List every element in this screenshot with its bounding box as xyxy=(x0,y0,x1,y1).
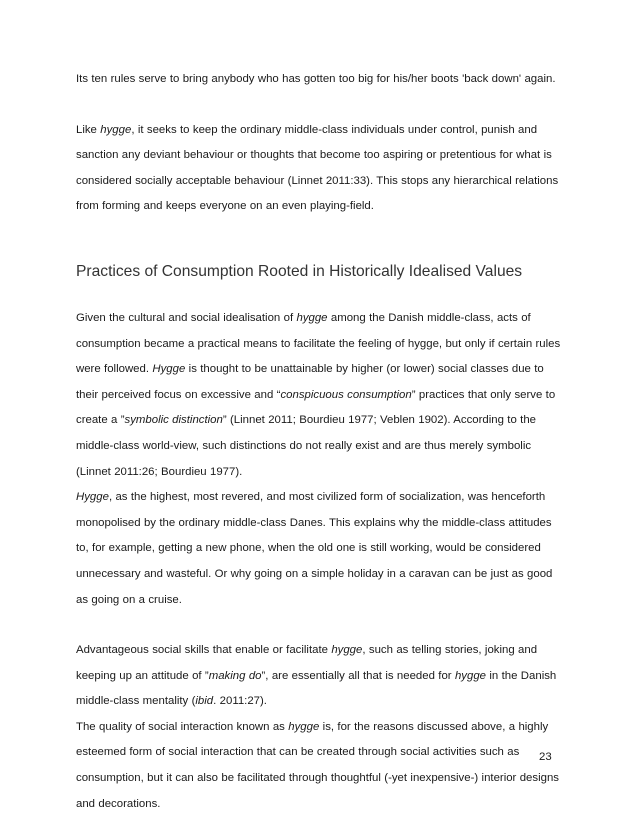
paragraph-monopolised: Hygge, as the highest, most revered, and most civilized form of socialization, was henceforth monopolised by the ordinary middle-class Danes. This explains why the middle-class attitudes to, for example, getting a new phone, when the old one is still working, would be considered unnecessary and wasteful. Or why going on a simple holiday in a caravan can be just as good as going on a cruise. xyxy=(76,491,553,606)
page-content xyxy=(76,67,576,817)
paragraph-cultural-idealisation: Given the cultural and social idealisation of hygge among the Danish middle-class, acts of consumption became a practical means to facilitate the feeling of hygge, but only if certain rules were followed. Hygge is thought to be unattainable by higher (or lower) social classes due to their perceived focus on excessive and “conspicuous consumption” practices that only serve to create a ”symbolic distinction” (Linnet 2011; Bourdieu 1977; Veblen 1902). According to the middle-class world-view, such distinctions do not really exist and are thus merely symbolic (Linnet 2011:26; Bourdieu 1977). xyxy=(76,311,561,478)
section-heading: Practices of Consumption Rooted in Historically Idealised Values xyxy=(76,262,523,280)
page-number: 23 xyxy=(539,751,552,763)
paragraph-ten-rules: Its ten rules serve to bring anybody who has gotten too big for his/her boots 'back down' again. xyxy=(76,73,556,85)
paragraph-quality-interaction: The quality of social interaction known as hygge is, for the reasons discussed above, a highly esteemed form of social interaction that can be created through social activities such as consumption, but it can also be facilitated through thoughtful (-yet inexpensive-) interior designs and decorations. xyxy=(76,720,559,810)
paragraph-hygge-control: Like hygge, it seeks to keep the ordinary middle-class individuals under control, punish and sanction any deviant behaviour or thoughts that become too aspiring or pretentious for what is considered socially acceptable behaviour (Linnet 2011:33). This stops any hierarchical relations from forming and keeps everyone on an even playing-field. xyxy=(76,123,559,213)
paragraph-social-skills: Advantageous social skills that enable or facilitate hygge, such as telling stories, joking and keeping up an attitude of ”making do”, are essentially all that is needed for hygge in the Danish middle-class mentality (ibid. 2011:27). xyxy=(76,644,557,708)
